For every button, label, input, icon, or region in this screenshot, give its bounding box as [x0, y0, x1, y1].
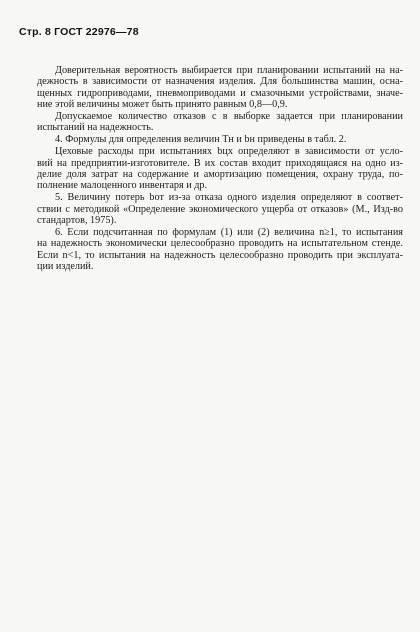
- paragraph-item-5-losses: [19, 192, 403, 226]
- text-line: ции изделий.: [37, 261, 94, 273]
- text-line: ние этой величины может быть принято равным 0,8—0,9.: [37, 99, 288, 111]
- text-line: Цеховые расходы при испытаниях bцх определяют в зависимости от усло-: [55, 146, 403, 158]
- text-line: полнение малоценного инвентаря и др.: [37, 180, 208, 192]
- page-header: Стр. 8 ГОСТ 22976—78: [19, 26, 139, 38]
- paragraph-allowed-failures: [19, 111, 403, 134]
- text-line: 4. Формулы для определения величин Tн и bн приведены в табл. 2.: [55, 134, 347, 146]
- text-line: Если n<1, то испытания на надежность целесообразно проводить при эксплуата-: [37, 249, 403, 261]
- text-line: вий на предприятии-изготовителе. В их состав входит приходящаяся на одно из-: [37, 157, 403, 169]
- text-line: 5. Величину потерь bот из-за отказа одного изделия определяют в соответ-: [55, 192, 403, 204]
- text-line: Доверительная вероятность выбирается при планировании испытаний на на-: [55, 65, 403, 76]
- text-line: стандартов, 1975).: [37, 215, 117, 227]
- text-line: Допускаемое количество отказов c в выборке задается при планировании: [55, 111, 403, 123]
- text-line: 6. Если подсчитанная по формулам (1) или (2) величина n≥1, то испытания: [55, 226, 403, 238]
- paragraph-item-4-formulas: [19, 134, 403, 145]
- document-body: [19, 65, 403, 273]
- paragraph-confidence-probability: [19, 65, 403, 111]
- paragraph-item-6-conclusion: [19, 227, 403, 273]
- text-line: делие доля затрат на содержание и амортизацию помещения, охрану труда, по-: [37, 169, 403, 181]
- text-line: ствии с методикой «Определение экономического ущерба от отказов» (М., Изд-во: [37, 203, 403, 215]
- text-line: щенных гидроприводами, пневмоприводами и смазочными устройствами, значе-: [37, 87, 403, 99]
- paragraph-shop-costs: [19, 146, 403, 192]
- text-line: на надежность экономически целесообразно проводить на испытательном стенде.: [37, 238, 403, 250]
- text-line: испытаний на надежность.: [37, 122, 154, 134]
- text-line: дежность в зависимости от назначения изделия. Для большинства машин, осна-: [37, 76, 403, 88]
